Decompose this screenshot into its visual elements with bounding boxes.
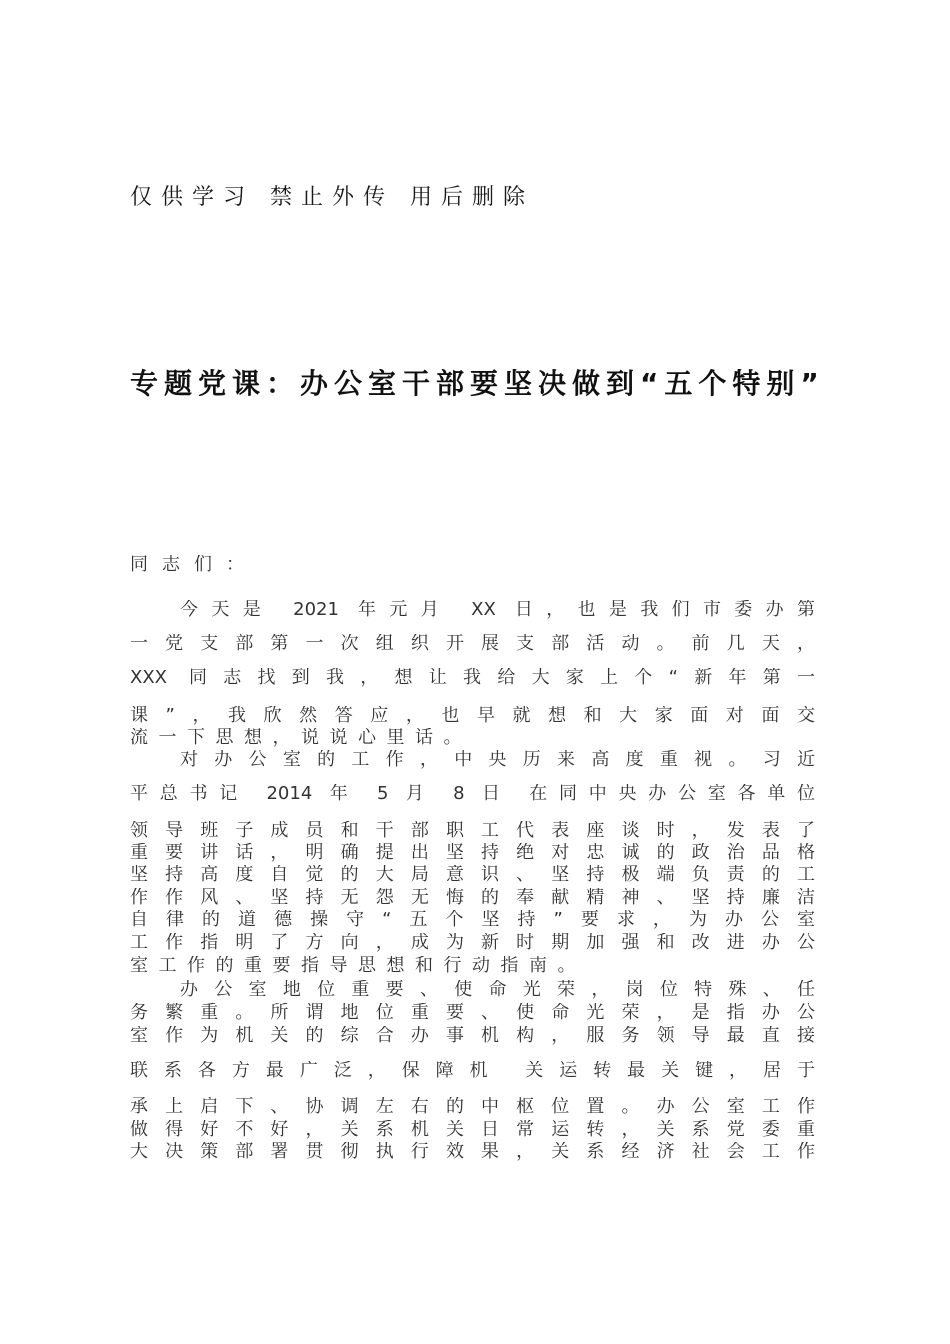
body-line: 今天是 2021 年元月 XX 日，也是我们市委办第 <box>180 600 815 620</box>
body-line: 领导班子成员和干部职工代表座谈时，发表了 <box>130 821 815 841</box>
body-line: 做得好不好，关系机关日常运转，关系党委重 <box>130 1120 815 1140</box>
body-line: 办公室地位重要、使命光荣，岗位特殊、任 <box>180 980 815 1000</box>
body-line: 课”，我欣然答应，也早就想和大家面对面交 <box>130 706 815 726</box>
body-line: 联系各方最广泛，保障机 关运转最关键，居于 <box>130 1061 815 1081</box>
body-line: 工作指明了方向，成为新时期加强和改进办公 <box>130 933 815 953</box>
body-line: 坚持高度自觉的大局意识、坚持极端负责的工 <box>130 865 815 885</box>
salutation: 同志们： <box>130 555 258 575</box>
body-line: 大决策部署贯彻执行效果，关系经济社会工作 <box>130 1142 815 1162</box>
body-line: 承上启下、协调左右的中枢位置。办公室工作 <box>130 1097 815 1117</box>
body-line: 重要讲话，明确提出坚持绝对忠诚的政治品格 <box>130 843 815 863</box>
body-line: 务繁重。所谓地位重要、使命光荣，是指办公 <box>130 1003 815 1023</box>
body-line: XXX 同志找到我，想让我给大家上个“新年第一 <box>130 668 815 688</box>
body-line: 室工作的重要指导思想和行动指南。 <box>130 956 586 976</box>
body-line: 平总书记 2014 年 5 月 8 日 在同中央办公室各单位 <box>130 784 815 804</box>
document-title: 专题党课：办公室干部要坚决做到“五个特别” <box>130 367 825 400</box>
body-line: 室作为机关的综合办事机构，服务领导最直接 <box>130 1026 815 1046</box>
body-line: 一党支部第一次组织开展支部活动。前几天， <box>130 634 815 654</box>
body-line: 作作风、坚持无怨无悔的奉献精神、坚持廉洁 <box>130 888 815 908</box>
body-line: 对办公室的工作，中央历来高度重视。习近 <box>180 750 815 770</box>
body-line: 自律的道德操守“五个坚持”要求，为办公室 <box>130 910 815 930</box>
body-line: 流一下思想，说说心里话。 <box>130 728 472 748</box>
header-note: 仅供学习 禁止外传 用后删除 <box>130 185 534 210</box>
